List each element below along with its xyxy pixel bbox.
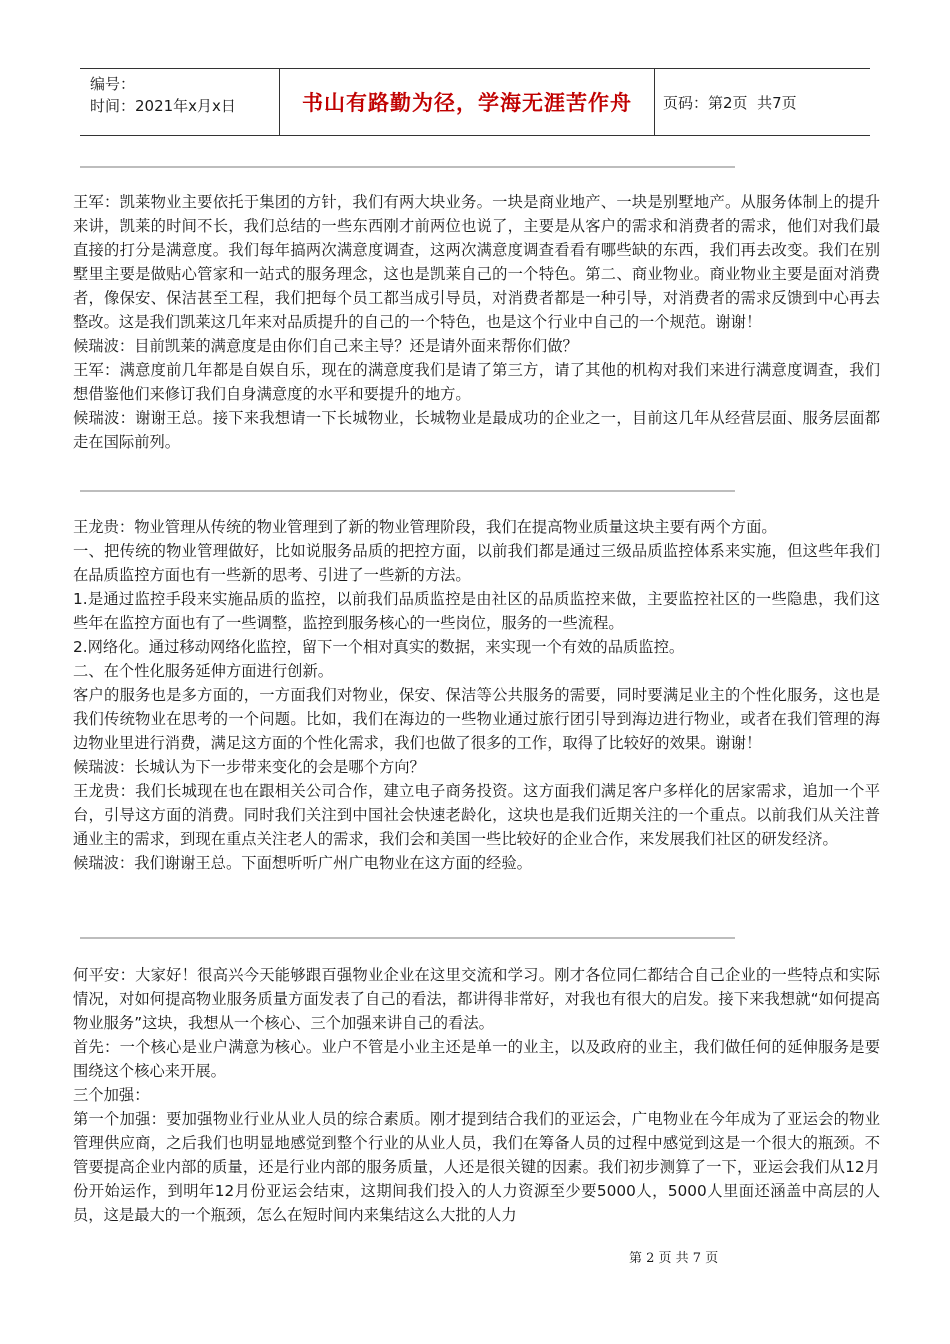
paragraph: 三个加强：: [73, 1086, 150, 1104]
paragraph: 首先：一个核心是业户满意为核心。业户不管是小业主还是单一的业主，以及政府的业主，我们做任何的延伸服务是要围绕这个核心来开展。: [73, 1038, 880, 1080]
paragraph: 候瑞波：长城认为下一步带来变化的会是哪个方向？: [73, 758, 425, 776]
paragraph: 候瑞波：谢谢王总。接下来我想请一下长城物业，长城物业是最成功的企业之一，目前这几年从经营层面、服务层面都走在国际前列。: [73, 409, 880, 451]
paragraph: 王军：满意度前几年都是自娱自乐，现在的满意度我们是请了第三方，请了其他的机构对我们来进行满意度调查，我们想借鉴他们来修订我们自身满意度的水平和要提升的地方。: [73, 361, 880, 403]
paragraph: 1.是通过监控手段来实施品质的监控，以前我们品质监控是由社区的品质监控来做，主要监控社区的一些隐患，我们这些年在监控方面也有了一些调整，监控到服务核心的一些岗位，服务的一些流程。: [73, 590, 880, 632]
paragraph: 第一个加强：要加强物业行业从业人员的综合素质。刚才提到结合我们的亚运会，广电物业在今年成为了亚运会的物业管理供应商，之后我们也明显地感觉到整个行业的从业人员，我们在筹备人员的过程中感觉到这是一个很大的瓶颈。不管要提高企业内部的质量，还是行业内部的服务质量，人还是很关键的因素。我们初步测算了一下，亚运会我们从12月份开始运作，到明年12月份亚运会结束，这期间我们投入的人力资源至少要5000人，5000人里面还涵盖中高层的人员，这是最大的一个瓶颈，怎么在短时间内来集结这么大批的人力: [73, 1110, 880, 1224]
divider: [80, 166, 735, 168]
header-table: [80, 68, 870, 136]
page-info-cell: [655, 69, 870, 135]
paragraph: 候瑞波：我们谢谢王总。下面想听听广州广电物业在这方面的经验。: [73, 854, 532, 872]
paragraph: 何平安：大家好！很高兴今天能够跟百强物业企业在这里交流和学习。刚才各位同仁都结合自己企业的一些特点和实际情况，对如何提高物业服务质量方面发表了自己的看法，都讲得非常好，对我也有很大的启发。接下来我想就“如何提高物业服务”这块，我想从一个核心、三个加强来讲自己的看法。: [73, 966, 880, 1032]
time-label: 时间：2021年x月x日: [90, 97, 236, 115]
section-2: [73, 515, 880, 875]
paragraph: 王龙贵：我们长城现在也在跟相关公司合作，建立电子商务投资。这方面我们满足客户多样化的居家需求，追加一个平台，引导这方面的消费。同时我们关注到中国社会快速老龄化，这块也是我们近期关注的一个重点。以前我们从关注普通业主的需求，到现在重点关注老人的需求，我们会和美国一些比较好的企业合作，来发展我们社区的研发经济。: [73, 782, 880, 848]
page-footer: 第 2 页 共 7 页: [629, 1251, 719, 1266]
section-1: [73, 190, 880, 454]
divider: [80, 937, 735, 939]
paragraph: 客户的服务也是多方面的，一方面我们对物业，保安、保洁等公共服务的需要，同时要满足业主的个性化服务，这也是我们传统物业在思考的一个问题。比如，我们在海边的一些物业通过旅行团引导到海边进行物业，或者在我们管理的海边物业里进行消费，满足这方面的个性化需求，我们也做了很多的工作，取得了比较好的效果。谢谢！: [73, 686, 880, 752]
page-info: 页码：第2页 共7页: [663, 93, 797, 112]
paragraph: 王军：凯莱物业主要依托于集团的方针，我们有两大块业务。一块是商业地产、一块是别墅地产。从服务体制上的提升来讲，凯莱的时间不长，我们总结的一些东西刚才前两位也说了，主要是从客户的需求和消费者的需求，他们对我们最直接的打分是满意度。我们每年搞两次满意度调查，这两次满意度调查看看有哪些缺的东西，我们再去改变。我们在别墅里主要是做贴心管家和一站式的服务理念，这也是凯莱自己的一个特色。第二、商业物业。商业物业主要是面对消费者，像保安、保洁甚至工程，我们把每个员工都当成引导员，对消费者都是一种引导，对消费者的需求反馈到中心再去整改。这是我们凯莱这几年来对品质提升的自己的一个特色，也是这个行业中自己的一个规范。谢谢！: [73, 193, 880, 331]
paragraph: 候瑞波：目前凯莱的满意度是由你们自己来主导？还是请外面来帮你们做？: [73, 337, 578, 355]
paragraph: 一、把传统的物业管理做好，比如说服务品质的把控方面，以前我们都是通过三级品质监控体系来实施，但这些年我们在品质监控方面也有一些新的思考、引进了一些新的方法。: [73, 542, 880, 584]
motto: 书山有路勤为径，学海无涯苦作舟: [280, 69, 655, 135]
header-meta: [80, 69, 280, 135]
paragraph: 2.网络化。通过移动网络化监控，留下一个相对真实的数据，来实现一个有效的品质监控。: [73, 638, 685, 656]
paragraph: 二、在个性化服务延伸方面进行创新。: [73, 662, 334, 680]
paragraph: 王龙贵：物业管理从传统的物业管理到了新的物业管理阶段，我们在提高物业质量这块主要有两个方面。: [73, 518, 777, 536]
section-3: [73, 963, 880, 1227]
number-label: 编号：: [90, 75, 136, 93]
divider: [80, 490, 735, 492]
